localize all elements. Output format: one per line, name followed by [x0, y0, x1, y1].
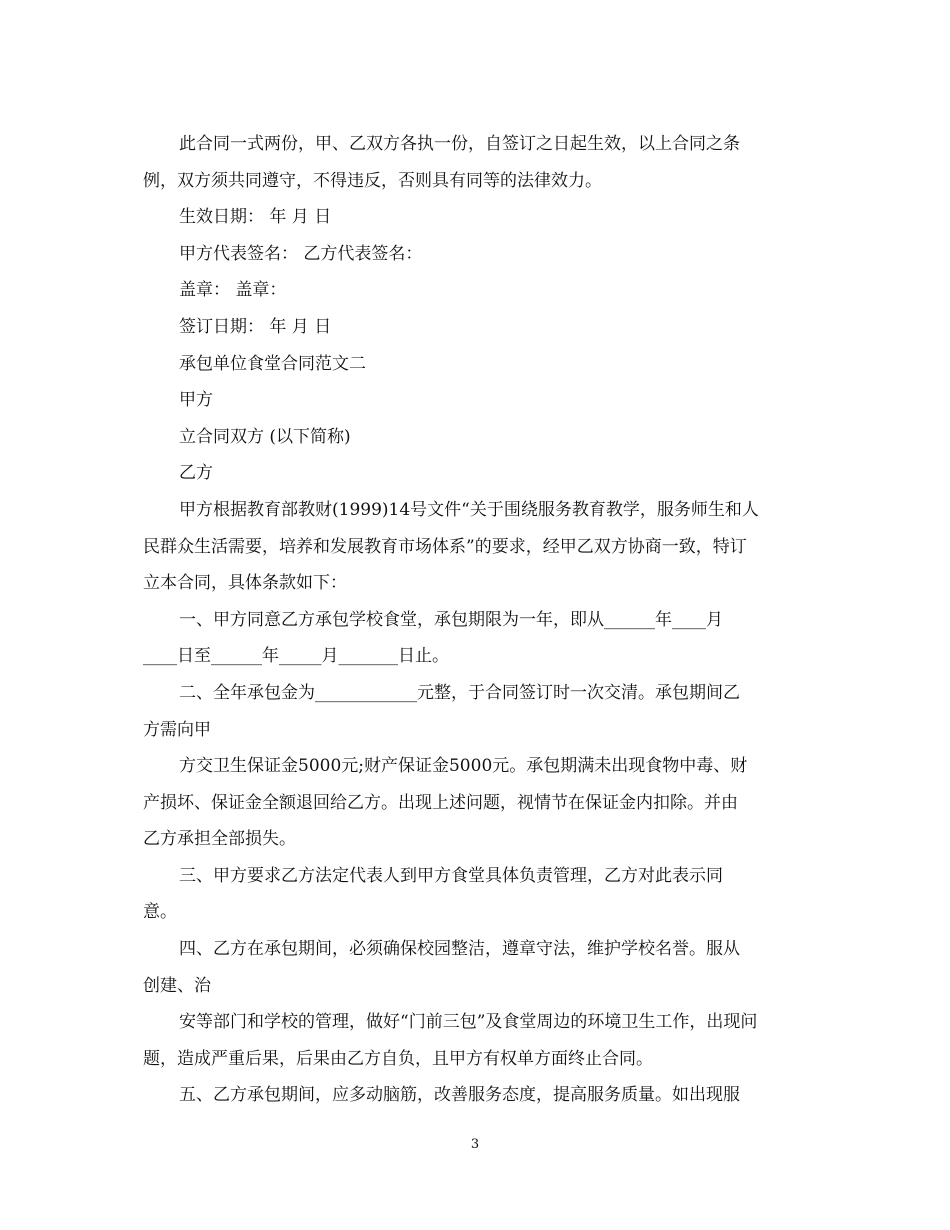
- text-line: 方需向甲: [143, 719, 211, 740]
- text-line: 产损坏、保证金全额退回给乙方。出现上述问题，视情节在保证金内扣除。并由: [143, 792, 738, 813]
- text-line: ____日至______年_____月_______日止。: [143, 646, 449, 667]
- text-line: 方交卫生保证金5000元;财产保证金5000元。承包期满未出现食物中毒、财: [179, 756, 748, 777]
- text-line: 签订日期： 年 月 日: [179, 316, 332, 337]
- text-line: 四、乙方在承包期间，必须确保校园整洁，遵章守法，维护学校名誉。服从: [179, 939, 740, 960]
- text-line: 立本合同，具体条款如下：: [143, 573, 347, 594]
- text-line: 意。: [143, 902, 177, 923]
- text-line: 安等部门和学校的管理，做好“门前三包”及食堂周边的环境卫生工作，出现问: [179, 1012, 758, 1033]
- text-line: 乙方承担全部损失。: [143, 829, 296, 850]
- text-line: 民群众生活需要，培养和发展教育市场体系”的要求，经甲乙双方协商一致，特订: [143, 536, 747, 557]
- text-line: 承包单位食堂合同范文二: [179, 353, 366, 374]
- text-line: 盖章： 盖章：: [179, 280, 287, 301]
- document-body: [143, 126, 813, 1114]
- text-line: 此合同一式两份，甲、乙双方各执一份，自签订之日起生效，以上合同之条: [179, 134, 740, 154]
- text-line: 乙方: [179, 463, 213, 484]
- page-number: 3: [470, 1137, 480, 1152]
- text-line: 题，造成严重后果，后果由乙方自负，且甲方有权单方面终止合同。: [143, 1048, 653, 1069]
- text-line: 甲方代表签名： 乙方代表签名：: [179, 243, 423, 264]
- text-line: 五、乙方承包期间，应多动脑筋，改善服务态度，提高服务质量。如出现服: [179, 1085, 740, 1106]
- text-line: 二、全年承包金为____________元整，于合同签订时一次交清。承包期间乙: [179, 682, 740, 703]
- text-line: 例，双方须共同遵守，不得违反，否则具有同等的法律效力。: [143, 170, 602, 191]
- text-line: 立合同双方 (以下简称): [179, 426, 351, 447]
- text-line: 一、甲方同意乙方承包学校食堂，承包期限为一年，即从______年____月: [179, 609, 723, 630]
- text-line: 甲方根据教育部教财(1999)14号文件“关于围绕服务教育教学，服务师生和人: [179, 499, 759, 520]
- text-line: 创建、治: [143, 975, 211, 996]
- text-line: 生效日期： 年 月 日: [179, 207, 332, 228]
- text-line: 甲方: [179, 390, 213, 411]
- text-line: 三、甲方要求乙方法定代表人到甲方食堂具体负责管理，乙方对此表示同: [179, 865, 723, 886]
